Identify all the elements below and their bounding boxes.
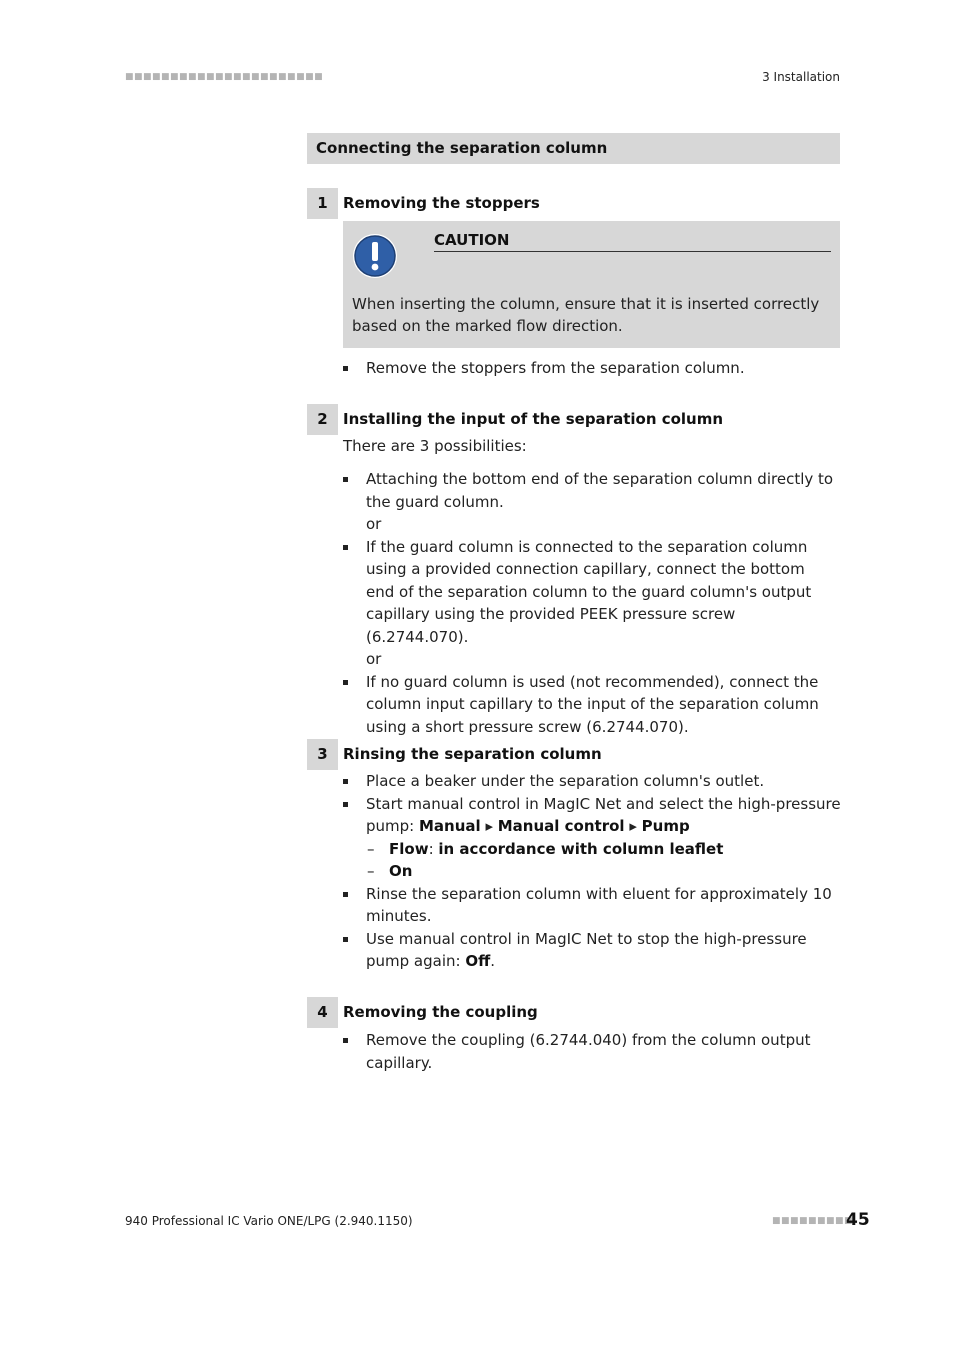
caution-title: CAUTION — [434, 231, 831, 252]
step-1-list — [343, 357, 843, 380]
step-title-1: Removing the stoppers — [343, 194, 540, 212]
step-number-4: 4 — [307, 997, 338, 1028]
menu-path-manual-control: Manual control — [497, 817, 625, 835]
list-item: Place a beaker under the separation column's outlet. — [343, 770, 841, 793]
list-item: If the guard column is connected to the separation column using a provided connection capillary, connect the bottom end of the separation column to the guard column's output capillary using the provided PEEK pressure screw (6.2744.070). or — [343, 536, 837, 671]
section-heading — [307, 133, 840, 164]
menu-path-manual: Manual — [418, 817, 481, 835]
sub-list-item: – On — [367, 862, 413, 880]
step-3-list — [343, 770, 841, 973]
page-number: 45 — [846, 1210, 870, 1230]
step-number-3: 3 — [307, 739, 338, 770]
header-decoration: ■■■■■■■■■■■■■■■■■■■■■■ — [125, 72, 324, 82]
step-number-1: 1 — [307, 188, 338, 219]
footer-decoration: ■■■■■■■■■ — [772, 1216, 854, 1226]
sub-list — [366, 838, 841, 883]
list-item: Attaching the bottom end of the separation column directly to the guard column. or — [343, 468, 837, 536]
step-title-3: Rinsing the separation column — [343, 745, 602, 763]
step-4-list — [343, 1029, 839, 1074]
chapter-title: 3 Installation — [762, 70, 840, 84]
or-text: or — [366, 515, 382, 533]
list-item: Start manual control in MagIC Net and select the high-pressure pump: Manual ▸ Manual control ▸ Pump – Flow: in accordance with column leaflet – On — [343, 793, 841, 883]
list-item: If no guard column is used (not recommended), connect the column input capillary to the input of the separation column using a short pressure screw (6.2744.070). — [343, 671, 837, 739]
step-number-2: 2 — [307, 404, 338, 435]
step-title-4: Removing the coupling — [343, 1003, 538, 1021]
section-title: Connecting the separation column — [316, 139, 608, 157]
list-item: Rinse the separation column with eluent for approximately 10 minutes. — [343, 883, 841, 928]
list-item: Remove the coupling (6.2744.040) from the column output capillary. — [343, 1029, 839, 1074]
footer-product: 940 Professional IC Vario ONE/LPG (2.940.1150) — [125, 1214, 413, 1228]
or-text: or — [366, 650, 382, 668]
caution-box — [343, 221, 840, 348]
list-item: Use manual control in MagIC Net to stop the high-pressure pump again: Off. — [343, 928, 841, 973]
arrow-icon: ▸ — [629, 817, 637, 835]
menu-path-pump: Pump — [641, 817, 690, 835]
step-2-intro: There are 3 possibilities: — [343, 437, 527, 455]
arrow-icon: ▸ — [485, 817, 493, 835]
list-item: Remove the stoppers from the separation column. — [343, 357, 843, 380]
sub-list-item: – Flow: in accordance with column leaflet — [367, 839, 724, 858]
exclamation-icon — [352, 233, 398, 279]
caution-text: When inserting the column, ensure that it is inserted correctly based on the marked flow direction. — [352, 295, 820, 335]
step-2-list — [343, 468, 837, 738]
step-title-2: Installing the input of the separation column — [343, 410, 724, 428]
